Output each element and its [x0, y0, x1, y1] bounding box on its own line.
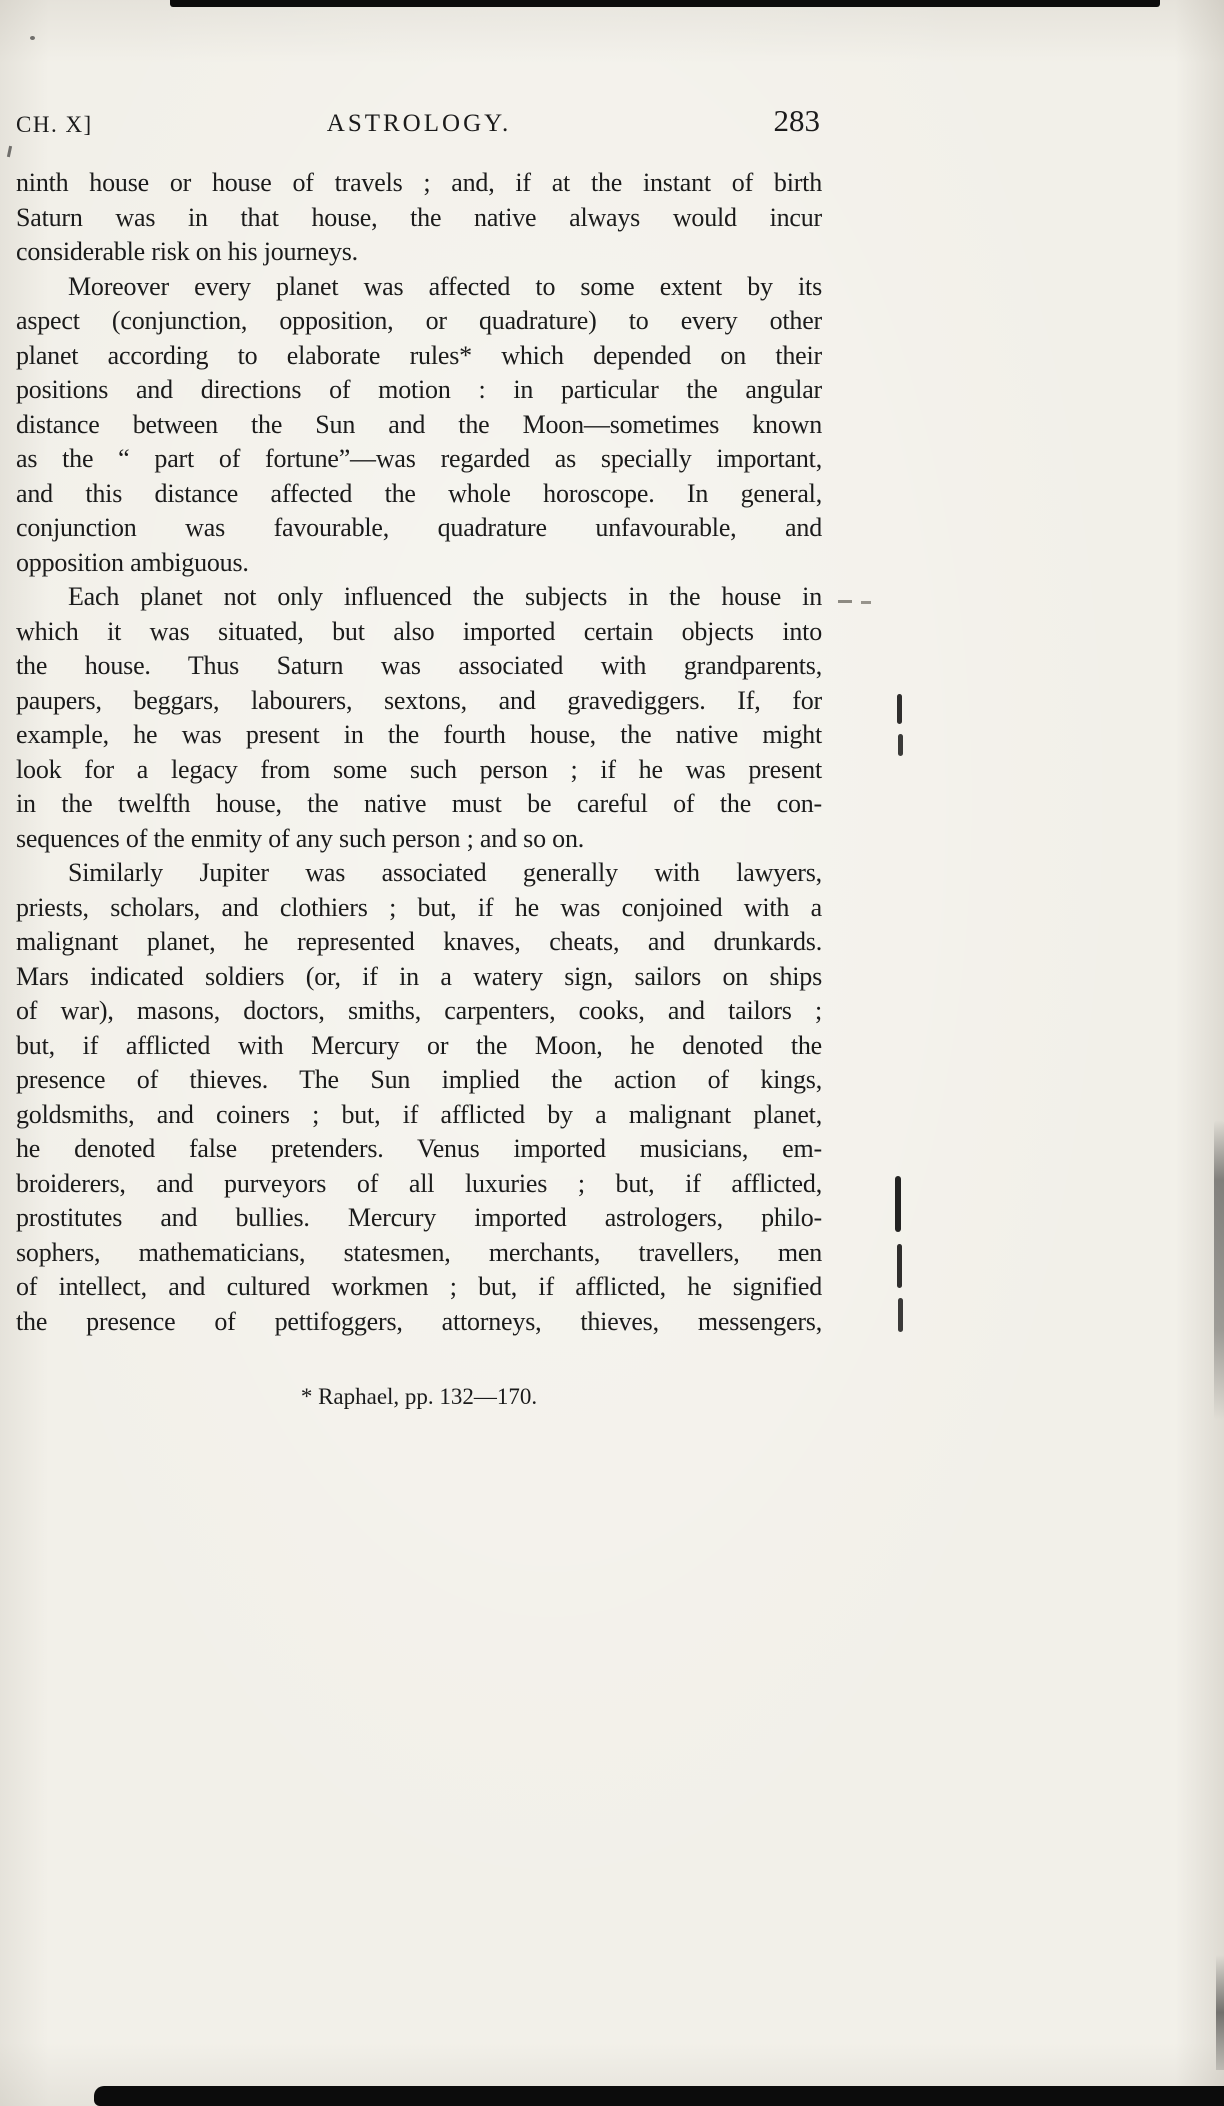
text-line: of intellect, and cultured workmen ; but, if afflicted, he signified — [16, 1272, 822, 1301]
text-line: prostitutes and bullies. Mercury imported astrologers, philo- — [16, 1203, 822, 1232]
scan-mark — [897, 694, 902, 724]
text-line: Similarly Jupiter was associated generally with lawyers, — [68, 858, 822, 887]
text-line: presence of thieves. The Sun implied the action of kings, — [16, 1065, 822, 1094]
text-line: distance between the Sun and the Moon—sometimes known — [16, 409, 822, 439]
text-line: Each planet not only influenced the subjects in the house in — [68, 582, 822, 611]
paragraph — [16, 166, 822, 270]
text-line: sequences of the enmity of any such person ; and so on. — [16, 823, 585, 853]
running-title: ASTROLOGY. — [326, 110, 512, 137]
paragraph — [16, 580, 822, 856]
paragraph — [16, 856, 822, 1339]
scan-mark — [897, 1244, 902, 1288]
scan-artifact-bottom-bar — [94, 2086, 1224, 2106]
text-line: and this distance affected the whole horoscope. In general, — [16, 478, 822, 508]
scan-speck — [30, 36, 35, 40]
text-line: priests, scholars, and clothiers ; but, if he was conjoined with a — [16, 892, 822, 922]
text-line: of war), masons, doctors, smiths, carpenters, cooks, and tailors ; — [16, 996, 822, 1025]
text-line: conjunction was favourable, quadrature unfavourable, and — [16, 513, 822, 542]
text-line: malignant planet, he represented knaves, cheats, and drunkards. — [16, 927, 822, 956]
text-line: look for a legacy from some such person ; if he was present — [16, 754, 822, 784]
page-number: 283 — [773, 103, 820, 138]
text-line: but, if afflicted with Mercury or the Moon, he denoted the — [16, 1030, 822, 1060]
body-text — [16, 166, 822, 1339]
text-line: considerable risk on his journeys. — [16, 237, 358, 266]
text-line: goldsmiths, and coiners ; but, if afflicted by a malignant planet, — [16, 1099, 822, 1129]
scan-edge-shadow — [1214, 1120, 1224, 1420]
scan-mark — [898, 734, 903, 756]
text-line: Moreover every planet was affected to some extent by its — [68, 271, 822, 301]
text-line: the presence of pettifoggers, attorneys, thieves, messengers, — [16, 1306, 822, 1336]
text-line: he denoted false pretenders. Venus imported musicians, em- — [16, 1134, 822, 1163]
scan-mark — [898, 1298, 903, 1332]
text-line: the house. Thus Saturn was associated with grandparents, — [16, 651, 822, 680]
page-header — [16, 103, 822, 147]
text-line: Mars indicated soldiers (or, if in a watery sign, sailors on ships — [16, 961, 822, 991]
text-line: Saturn was in that house, the native always would incur — [16, 202, 822, 232]
text-line: broiderers, and purveyors of all luxuries ; but, if afflicted, — [16, 1168, 822, 1198]
scan-dash — [838, 600, 852, 603]
text-line: planet according to elaborate rules* which depended on their — [16, 340, 822, 370]
scan-tick — [7, 146, 12, 157]
scan-mark — [895, 1176, 901, 1232]
footnote: * Raphael, pp. 132—170. — [300, 1384, 538, 1409]
text-line: in the twelfth house, the native must be careful of the con- — [16, 789, 822, 818]
paragraph — [16, 270, 822, 581]
text-line: paupers, beggars, labourers, sextons, and gravediggers. If, for — [16, 685, 822, 715]
text-line: sophers, mathematicians, statesmen, merchants, travellers, men — [16, 1237, 822, 1267]
text-line: as the “ part of fortune”—was regarded as specially important, — [16, 444, 822, 473]
text-line: opposition ambiguous. — [16, 547, 249, 577]
text-line: positions and directions of motion : in particular the angular — [16, 375, 822, 404]
scan-edge-shadow — [1216, 1955, 1224, 2070]
text-line: aspect (conjunction, opposition, or quadrature) to every other — [16, 306, 822, 335]
text-line: example, he was present in the fourth house, the native might — [16, 720, 822, 749]
scan-dash — [861, 601, 871, 604]
text-line: ninth house or house of travels ; and, if at the instant of birth — [16, 168, 822, 197]
text-line: which it was situated, but also imported certain objects into — [16, 616, 822, 646]
chapter-label: CH. X] — [16, 112, 93, 137]
scan-artifact-top-bar — [170, 0, 1160, 7]
